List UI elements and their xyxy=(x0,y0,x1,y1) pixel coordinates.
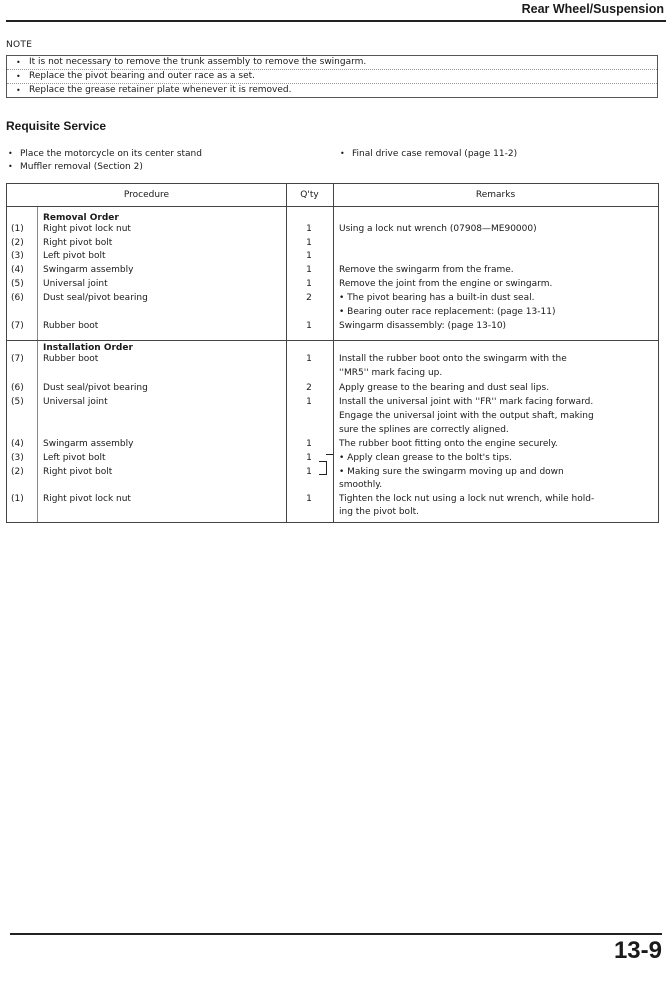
note-label: NOTE xyxy=(6,40,33,50)
row-part-name: Right pivot lock nut xyxy=(43,494,131,504)
row-index: (7) xyxy=(11,354,24,364)
requisite-item: • Place the motorcycle on its center stand xyxy=(6,149,202,159)
row-remark: sure the splines are correctly aligned. xyxy=(339,425,509,435)
row-remark: Apply grease to the bearing and dust seal lips. xyxy=(339,383,550,393)
row-remark: Remove the swingarm from the frame. xyxy=(339,265,514,275)
row-part-name: Right pivot bolt xyxy=(43,467,113,477)
row-part-name: Rubber boot xyxy=(43,354,99,364)
row-part-name: Universal joint xyxy=(43,397,108,407)
note-item: • Replace the grease retainer plate whenever it is removed. xyxy=(7,84,657,97)
section-divider xyxy=(7,340,658,341)
row-index: (7) xyxy=(11,321,24,331)
row-quantity: 1 xyxy=(306,279,312,289)
bracket-arrow xyxy=(326,454,333,455)
page-header-title: Rear Wheel/Suspension xyxy=(521,2,664,16)
note-item: • Replace the pivot bearing and outer race as a set. xyxy=(7,70,657,84)
row-index: (5) xyxy=(11,279,24,289)
requisite-item: • Final drive case removal (page 11-2) xyxy=(338,149,517,159)
installation-order-title: Installation Order xyxy=(43,343,133,353)
row-part-name: Swingarm assembly xyxy=(43,265,134,275)
row-remark: Engage the universal joint with the output shaft, making xyxy=(339,411,594,421)
row-remark: • The pivot bearing has a built-in dust seal. xyxy=(339,293,535,303)
row-quantity: 1 xyxy=(306,439,312,449)
row-part-name: Rubber boot xyxy=(43,321,99,331)
page-number: 13-9 xyxy=(613,937,662,964)
row-part-name: Dust seal/pivot bearing xyxy=(43,293,148,303)
row-remark: Using a lock nut wrench (07908—ME90000) xyxy=(339,224,537,234)
row-quantity: 2 xyxy=(306,383,312,393)
row-part-name: Left pivot bolt xyxy=(43,251,106,261)
header-rule xyxy=(6,20,666,22)
note-item: • It is not necessary to remove the trunk assembly to remove the swingarm. xyxy=(7,56,657,70)
row-index: (1) xyxy=(11,494,24,504)
row-quantity: 1 xyxy=(306,251,312,261)
row-quantity: 1 xyxy=(306,238,312,248)
row-part-name: Dust seal/pivot bearing xyxy=(43,383,148,393)
row-index: (2) xyxy=(11,467,24,477)
note-box xyxy=(6,55,658,98)
row-quantity: 1 xyxy=(306,467,312,477)
row-remark: Tighten the lock nut using a lock nut wrench, while hold- xyxy=(339,494,595,504)
row-remark: Swingarm disassembly: (page 13-10) xyxy=(339,321,507,331)
row-quantity: 1 xyxy=(306,321,312,331)
row-remark: Install the rubber boot onto the swingarm with the xyxy=(339,354,567,364)
row-remark: • Apply clean grease to the bolt's tips. xyxy=(339,453,512,463)
row-index: (3) xyxy=(11,251,24,261)
row-part-name: Swingarm assembly xyxy=(43,439,134,449)
header-remarks: Remarks xyxy=(475,190,516,200)
row-quantity: 1 xyxy=(306,494,312,504)
procedure-table xyxy=(6,183,659,523)
row-index: (3) xyxy=(11,453,24,463)
requisite-service-title: Requisite Service xyxy=(6,119,107,133)
footer-rule xyxy=(10,933,662,935)
row-index: (4) xyxy=(11,265,24,275)
row-quantity: 1 xyxy=(306,397,312,407)
row-quantity: 1 xyxy=(306,224,312,234)
removal-order-title: Removal Order xyxy=(43,213,119,223)
row-remark: smoothly. xyxy=(339,480,383,490)
row-part-name: Right pivot bolt xyxy=(43,238,113,248)
row-part-name: Right pivot lock nut xyxy=(43,224,131,234)
row-remark: Install the universal joint with ''FR'' mark facing forward. xyxy=(339,397,594,407)
row-remark: Remove the joint from the engine or swingarm. xyxy=(339,279,553,289)
row-index: (6) xyxy=(11,293,24,303)
row-quantity: 2 xyxy=(306,293,312,303)
row-index: (6) xyxy=(11,383,24,393)
row-remark: • Making sure the swingarm moving up and down xyxy=(339,467,564,477)
requisite-item: • Muffler removal (Section 2) xyxy=(6,162,143,172)
header-divider xyxy=(7,206,658,207)
row-part-name: Universal joint xyxy=(43,279,108,289)
header-qty: Q'ty xyxy=(300,190,319,200)
row-remark: The rubber boot fitting onto the engine securely. xyxy=(339,439,558,449)
row-quantity: 1 xyxy=(306,265,312,275)
header-procedure: Procedure xyxy=(123,190,170,200)
row-index: (5) xyxy=(11,397,24,407)
row-remark: • Bearing outer race replacement: (page 13-11) xyxy=(339,307,556,317)
row-index: (2) xyxy=(11,238,24,248)
row-index: (1) xyxy=(11,224,24,234)
grouping-bracket xyxy=(319,461,327,475)
row-quantity: 1 xyxy=(306,354,312,364)
row-remark: ing the pivot bolt. xyxy=(339,507,419,517)
row-part-name: Left pivot bolt xyxy=(43,453,106,463)
row-quantity: 1 xyxy=(306,453,312,463)
row-index: (4) xyxy=(11,439,24,449)
column-divider xyxy=(333,184,334,522)
row-remark: ''MR5'' mark facing up. xyxy=(339,368,443,378)
